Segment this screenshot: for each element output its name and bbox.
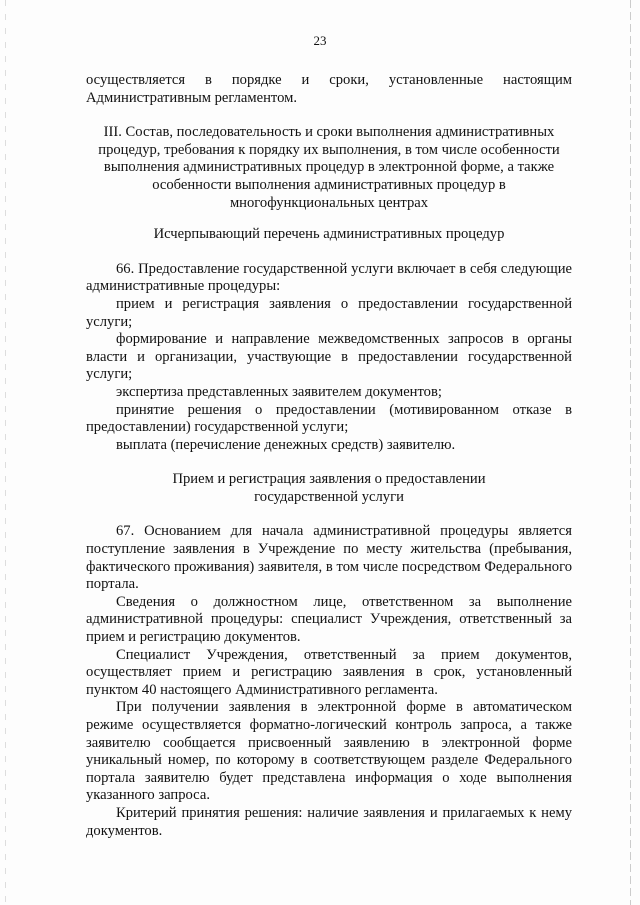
paragraph-67-electronic: При получении заявления в электронной форме в автоматическом режиме осуществляется форматно-логический контроль запроса, а также заявителю сообщается присвоенный заявлению в электронной форме уникальный номер, по которому в соответствующем разделе Федерального портала заявителю будет представлена информация о ходе выполнения указанного запроса. bbox=[86, 699, 572, 804]
list-item: выплата (перечисление денежных средств) заявителю. bbox=[116, 436, 456, 453]
subheading-reception-line2: государственной услуги bbox=[254, 488, 404, 505]
list-item: формирование и направление межведомственных запросов в органы власти и организации, участвующие в предоставлении государственной услуги; bbox=[86, 331, 572, 383]
paragraph-67-registration: Специалист Учреждения, ответственный за прием документов, осуществляет прием и регистрацию заявления в срок, установленный пунктом 40 настоящего Административного регламента. bbox=[86, 646, 572, 698]
list-item: экспертиза представленных заявителем документов; bbox=[116, 383, 442, 400]
paragraph-66: 66. Предоставление государственной услуги включает в себя следующие административные процедуры: bbox=[86, 260, 572, 295]
paragraph-intro: осуществляется в порядке и сроки, установленные настоящим Административным регламентом. bbox=[86, 72, 572, 106]
document-body bbox=[86, 72, 572, 840]
paragraph-67: 67. Основанием для начала административной процедуры является поступление заявления в Учреждение по месту жительства (пребывания, фактического проживания) заявителя, в том числе посредством Федерального портала. bbox=[86, 523, 572, 593]
subheading-reception-line1: Прием и регистрация заявления о предоставлении bbox=[172, 471, 486, 488]
paragraph-67-criterion: Критерий принятия решения: наличие заявления и прилагаемых к нему документов. bbox=[86, 804, 572, 839]
scan-edge-left bbox=[5, 0, 6, 905]
list-item: принятие решения о предоставлении (мотивированном отказе в предоставлении) государственной услуги; bbox=[86, 401, 572, 436]
subheading-reception bbox=[86, 471, 572, 506]
subheading-procedures: Исчерпывающий перечень административных процедур bbox=[153, 226, 505, 243]
list-item: прием и регистрация заявления о предоставлении государственной услуги; bbox=[86, 295, 572, 330]
paragraph-67-responsible: Сведения о должностном лице, ответственном за выполнение административной процедуры: специалист Учреждения, ответственный за прием и регистрацию документов. bbox=[86, 593, 572, 646]
scan-edge-right bbox=[630, 0, 631, 905]
page-number: 23 bbox=[313, 33, 327, 48]
section-heading: III. Состав, последовательность и сроки выполнения административных процедур, требования к порядку их выполнения, в том числе особенности выполнения административных процедур в электронной форме, а также особенности выполнения административных процедур в многофункциональных центрах bbox=[98, 124, 560, 211]
